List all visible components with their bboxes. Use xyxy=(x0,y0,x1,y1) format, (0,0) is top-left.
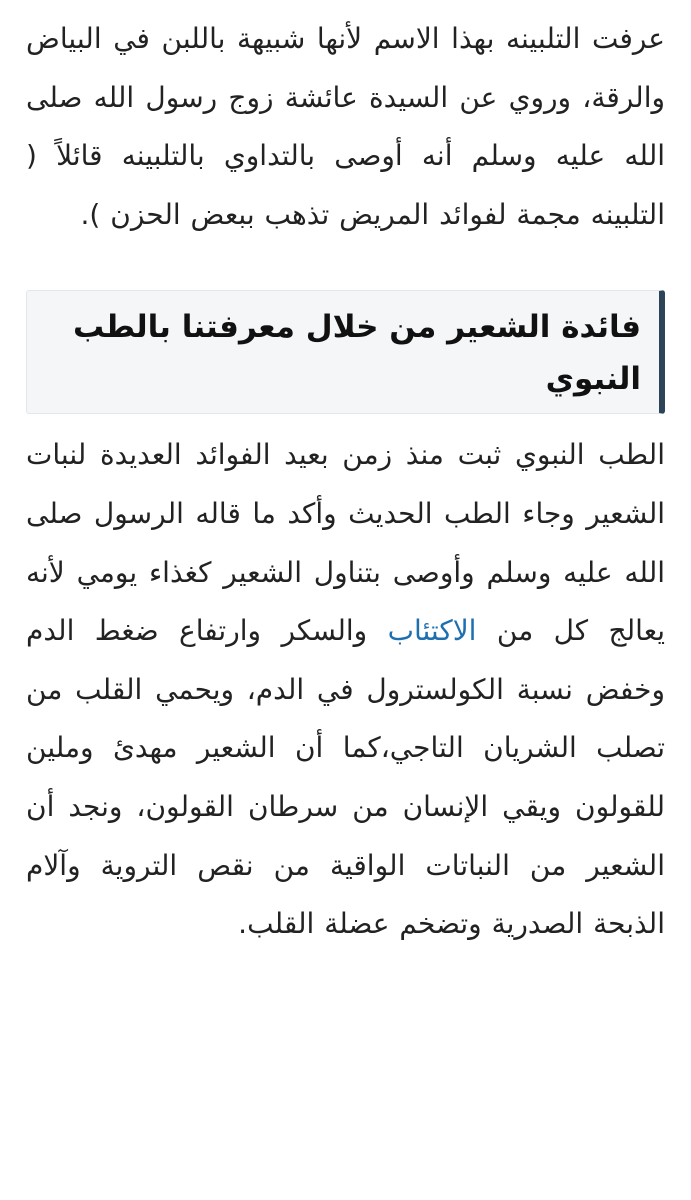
body-text-before-link: الطب النبوي ثبت منذ زمن بعيد الفوائد العديدة لنبات الشعير وجاء الطب الحديث وأكد ما قاله الرسول صلى الله عليه وسلم وأوصى بتناول الشعير كغذاء يومي لأنه يعالج كل من xyxy=(26,438,665,648)
body-paragraph xyxy=(26,426,665,953)
intro-paragraph: عرفت التلبينه بهذا الاسم لأنها شبيهة باللبن في البياض والرقة، وروي عن السيدة عائشة زوج رسول الله صلى الله عليه وسلم أنه أوصى بالتداوي بالتلبينه قائلاً ( التلبينه مجمة لفوائد المريض تذهب ببعض الحزن ). xyxy=(26,22,665,231)
body-text-after-link: والسكر وارتفاع ضغط الدم وخفض نسبة الكولسترول في الدم، ويحمي القلب من تصلب الشريان التاجي،كما أن الشعير مهدئ وملين للقولون ويقي الإنسان من سرطان القولون، ونجد أن الشعير من النباتات الواقية من نقص التروية وآلام الذبحة الصدرية وتضخم عضلة القلب. xyxy=(26,614,665,941)
depression-link[interactable]: الاكتئاب xyxy=(387,614,477,648)
section-heading-box xyxy=(26,290,665,414)
section-heading: فائدة الشعير من خلال معرفتنا بالطب النبوي xyxy=(72,309,641,398)
